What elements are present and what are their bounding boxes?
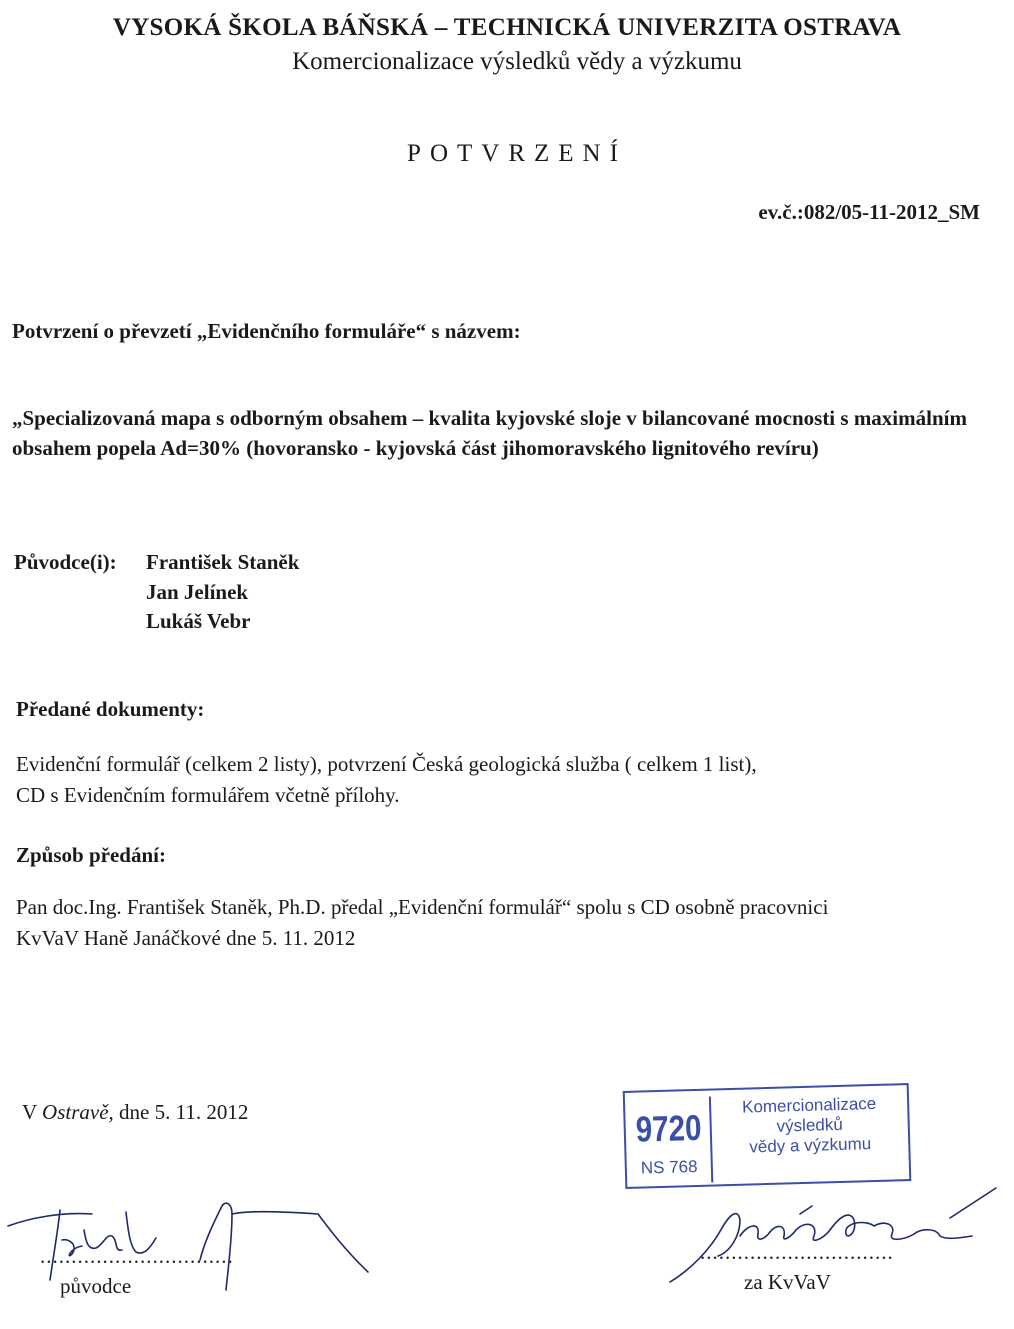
signature-dots-right: ............................... bbox=[700, 1240, 894, 1264]
documents-line: Evidenční formulář (celkem 2 listy), potvrzení Česká geologická služba ( celkem 1 list), bbox=[16, 752, 757, 776]
city: Ostravě bbox=[42, 1100, 109, 1124]
reference-number: ev.č.:082/05-11-2012_SM bbox=[758, 200, 980, 224]
stamp-text: Komercionalizace výsledků vědy a výzkumu bbox=[741, 1093, 877, 1157]
stamp-code: NS 768 bbox=[640, 1156, 698, 1178]
work-title: „Specializovaná mapa s odborným obsahem – kvalita kyjovské sloje v bilancované mocnosti s maximálním obsahem popela Ad=30% (hovoransko - kyjovská část jihomoravského lignitového revíru) bbox=[12, 406, 967, 460]
intro-line: Potvrzení o převzetí „Evidenčního formuláře“ s názvem: bbox=[12, 319, 521, 343]
author-name: Jan Jelínek bbox=[146, 580, 249, 604]
institution-stamp bbox=[623, 1083, 912, 1189]
university-name: VYSOKÁ ŠKOLA BÁŇSKÁ – TECHNICKÁ UNIVERZITA OSTRAVA bbox=[112, 14, 902, 41]
authors-label: Původce(i): bbox=[14, 550, 117, 574]
author-name: František Staněk bbox=[146, 550, 300, 574]
department-name: Komercionalizace výsledků vědy a výzkumu bbox=[292, 48, 742, 75]
handover-heading: Způsob předání: bbox=[16, 843, 166, 867]
signature-label-right: za KvVaV bbox=[744, 1270, 831, 1294]
stamp-divider bbox=[709, 1097, 713, 1183]
document-title: POTVRZENÍ bbox=[407, 140, 627, 167]
documents-heading: Předané dokumenty: bbox=[16, 697, 205, 721]
handover-line: KvVaV Haně Janáčkové dne 5. 11. 2012 bbox=[16, 926, 356, 950]
stamp-number: 9720 bbox=[635, 1106, 702, 1150]
documents-line: CD s Evidenčním formulářem včetně přílohy. bbox=[16, 783, 400, 807]
author-signature bbox=[0, 1190, 380, 1300]
place-date: V Ostravě, dne 5. 11. 2012 bbox=[22, 1100, 249, 1124]
handover-line: Pan doc.Ing. František Staněk, Ph.D. předal „Evidenční formulář“ spolu s CD osobně pracovnici bbox=[16, 895, 829, 919]
official-signature bbox=[660, 1180, 1010, 1290]
signature-label-left: původce bbox=[60, 1274, 132, 1298]
signature-dots-left: ............................... bbox=[40, 1244, 234, 1268]
author-name: Lukáš Vebr bbox=[146, 609, 251, 633]
